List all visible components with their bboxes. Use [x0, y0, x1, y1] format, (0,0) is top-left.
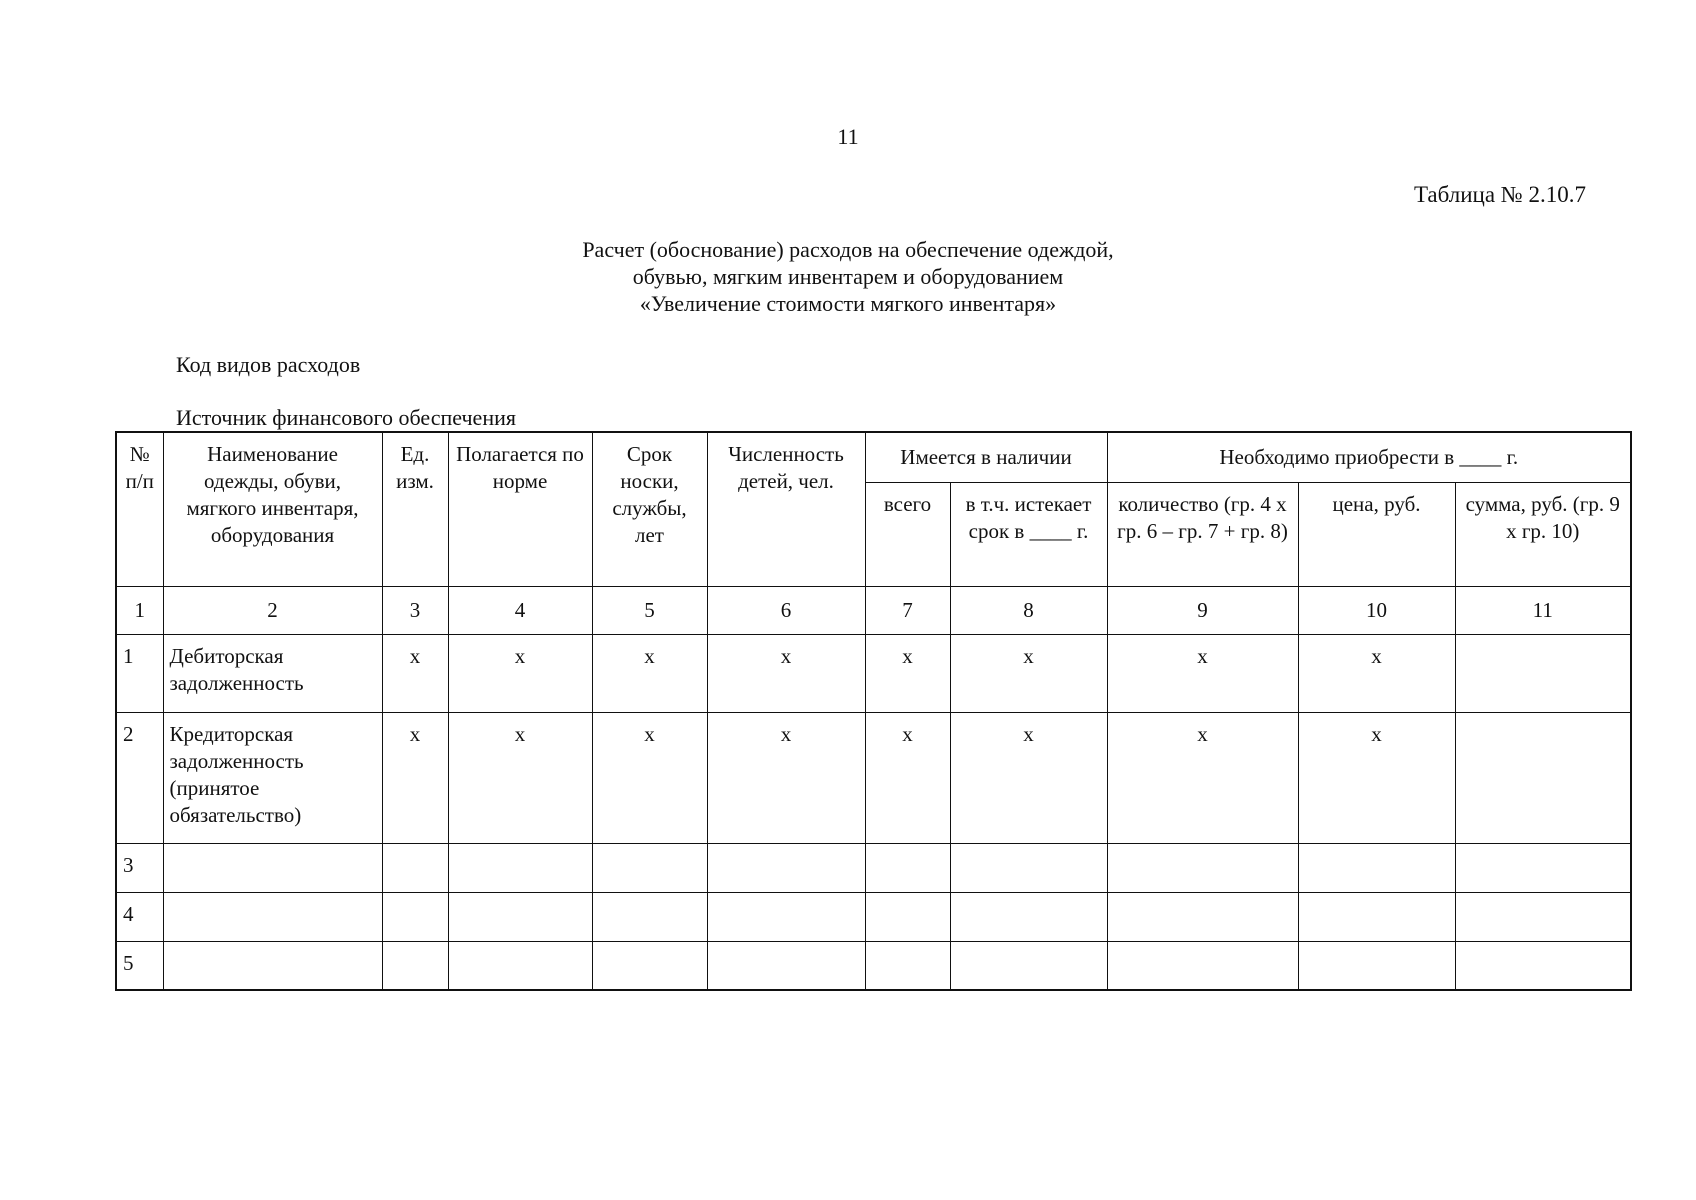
row-cell	[382, 941, 448, 990]
column-number: 10	[1298, 586, 1455, 634]
header-quantity: количество (гр. 4 х гр. 6 – гр. 7 + гр. 8)	[1107, 482, 1298, 586]
row-cell: х	[382, 634, 448, 712]
column-number: 6	[707, 586, 865, 634]
row-number: 4	[116, 892, 163, 941]
row-cell	[382, 843, 448, 892]
row-cell	[950, 843, 1107, 892]
document-title-line: «Увеличение стоимости мягкого инвентаря»	[639, 291, 1057, 316]
column-numbers-row	[116, 586, 1631, 634]
column-number: 8	[950, 586, 1107, 634]
row-item-name	[163, 892, 382, 941]
row-cell	[448, 941, 592, 990]
row-cell	[1107, 843, 1298, 892]
row-cell	[1107, 892, 1298, 941]
row-item-name: Кредиторская задолженность (принятое обязательство)	[163, 712, 382, 843]
header-purchase-group: Необходимо приобрести в ____ г.	[1107, 432, 1631, 482]
column-number: 11	[1455, 586, 1631, 634]
row-item-name	[163, 843, 382, 892]
table-row	[116, 712, 1631, 843]
column-number: 2	[163, 586, 382, 634]
calculation-table	[115, 431, 1632, 991]
column-number: 1	[116, 586, 163, 634]
row-cell: х	[592, 634, 707, 712]
row-cell: х	[950, 634, 1107, 712]
row-cell: х	[707, 712, 865, 843]
row-cell	[448, 892, 592, 941]
row-cell	[1298, 892, 1455, 941]
row-cell	[382, 892, 448, 941]
row-cell	[1455, 712, 1631, 843]
row-item-name	[163, 941, 382, 990]
row-number: 2	[116, 712, 163, 843]
row-cell	[865, 892, 950, 941]
expense-code-label: Код видов расходов	[176, 352, 361, 377]
row-cell: х	[865, 712, 950, 843]
row-cell: х	[707, 634, 865, 712]
table-number: Таблица № 2.10.7	[1413, 182, 1586, 207]
row-cell	[1107, 941, 1298, 990]
row-cell	[865, 843, 950, 892]
row-cell: х	[865, 634, 950, 712]
column-number: 3	[382, 586, 448, 634]
header-expiring: в т.ч. истекает срок в ____ г.	[950, 482, 1107, 586]
row-cell: х	[1298, 712, 1455, 843]
table-row	[116, 843, 1631, 892]
row-cell: х	[950, 712, 1107, 843]
row-cell	[1455, 892, 1631, 941]
row-cell	[707, 892, 865, 941]
row-number: 1	[116, 634, 163, 712]
header-children-count: Численность детей, чел.	[707, 432, 865, 586]
table-row	[116, 892, 1631, 941]
page-number: 11	[837, 124, 859, 149]
row-cell: х	[1107, 634, 1298, 712]
row-item-name: Дебиторская задолженность	[163, 634, 382, 712]
row-cell	[1298, 843, 1455, 892]
row-number: 3	[116, 843, 163, 892]
row-cell	[592, 892, 707, 941]
column-number: 7	[865, 586, 950, 634]
header-row-number: № п/п	[116, 432, 163, 586]
funding-source-label: Источник финансового обеспечения	[176, 405, 516, 430]
row-cell	[592, 941, 707, 990]
row-cell	[1298, 941, 1455, 990]
table-row	[116, 634, 1631, 712]
table-row	[116, 941, 1631, 990]
row-cell: х	[1298, 634, 1455, 712]
row-cell	[950, 941, 1107, 990]
row-cell	[707, 843, 865, 892]
header-sum: сумма, руб. (гр. 9 х гр. 10)	[1455, 482, 1631, 586]
row-cell	[448, 843, 592, 892]
row-cell: х	[1107, 712, 1298, 843]
row-cell: х	[382, 712, 448, 843]
column-number: 4	[448, 586, 592, 634]
row-cell	[950, 892, 1107, 941]
row-cell: х	[448, 634, 592, 712]
document-title-line: Расчет (обоснование) расходов на обеспечение одеждой,	[582, 237, 1114, 262]
header-available-total: всего	[865, 482, 950, 586]
row-cell: х	[448, 712, 592, 843]
header-service-life: Срок носки, службы, лет	[592, 432, 707, 586]
row-cell	[865, 941, 950, 990]
row-cell: х	[592, 712, 707, 843]
row-cell	[592, 843, 707, 892]
row-cell	[1455, 634, 1631, 712]
column-number: 9	[1107, 586, 1298, 634]
header-norm: Полагается по норме	[448, 432, 592, 586]
row-number: 5	[116, 941, 163, 990]
column-number: 5	[592, 586, 707, 634]
row-cell	[1455, 843, 1631, 892]
row-cell	[1455, 941, 1631, 990]
row-cell	[707, 941, 865, 990]
document-title-line: обувью, мягким инвентарем и оборудованием	[632, 264, 1064, 289]
header-item-name: Наименование одежды, обуви, мягкого инвентаря, оборудования	[163, 432, 382, 586]
header-available-group: Имеется в наличии	[865, 432, 1107, 482]
header-unit: Ед. изм.	[382, 432, 448, 586]
header-price: цена, руб.	[1298, 482, 1455, 586]
